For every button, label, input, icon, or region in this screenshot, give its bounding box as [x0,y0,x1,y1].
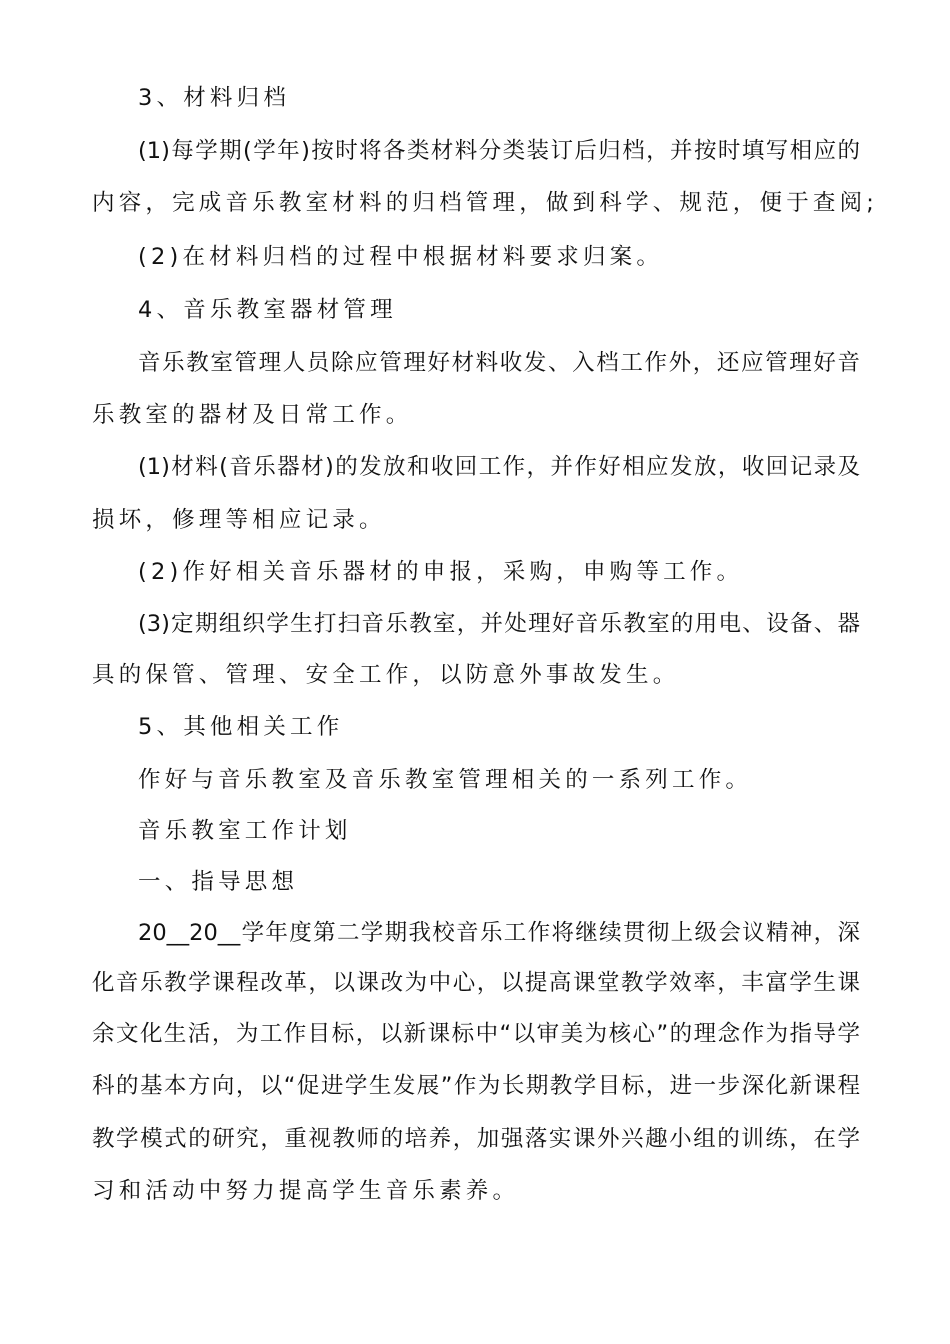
part-1-line-5: 教学模式的研究，重视教师的培养，加强落实课外兴趣小组的训练，在学 [92,1126,860,1152]
section-3-heading: 3、材料归档 [138,85,291,111]
section-4-intro-line-2: 乐教室的器材及日常工作。 [92,402,413,428]
section-4-item-2: (2)作好相关音乐器材的申报，采购，申购等工作。 [138,559,744,585]
part-1-line-1: 20__20__学年度第二学期我校音乐工作将继续贯彻上级会议精神，深 [138,920,860,946]
section-5-text: 作好与音乐教室及音乐教室管理相关的一系列工作。 [138,767,753,793]
section-4-item-3-line-2: 具的保管、管理、安全工作，以防意外事故发生。 [92,662,680,688]
section-4-item-1-line-2: 损坏，修理等相应记录。 [92,507,386,533]
section-3-item-2: (2)在材料归档的过程中根据材料要求归案。 [138,244,664,270]
section-4-item-3-line-1: (3)定期组织学生打扫音乐教室，并处理好音乐教室的用电、设备、器 [138,611,860,637]
part-1-heading: 一、指导思想 [138,869,299,895]
section-3-item-1-line-1: (1)每学期(学年)按时将各类材料分类装订后归档，并按时填写相应的 [138,138,860,164]
part-1-line-4: 科的基本方向，以“促进学生发展”作为长期教学目标，进一步深化新课程 [92,1073,860,1099]
part-1-line-3: 余文化生活，为工作目标，以新课标中“以审美为核心”的理念作为指导学 [92,1021,860,1047]
part-1-line-2: 化音乐教学课程改革，以课改为中心，以提高课堂教学效率，丰富学生课 [92,970,860,996]
part-1-line-6: 习和活动中努力提高学生音乐素养。 [92,1178,520,1204]
section-4-item-1-line-1: (1)材料(音乐器材)的发放和收回工作，并作好相应发放，收回记录及 [138,454,860,480]
section-5-heading: 5、其他相关工作 [138,714,344,740]
section-4-intro-line-1: 音乐教室管理人员除应管理好材料收发、入档工作外，还应管理好音 [138,350,860,376]
section-4-heading: 4、音乐教室器材管理 [138,297,397,323]
plan-title: 音乐教室工作计划 [138,818,352,844]
section-3-item-1-line-2: 内容，完成音乐教室材料的归档管理，做到科学、规范，便于查阅; [92,190,879,216]
